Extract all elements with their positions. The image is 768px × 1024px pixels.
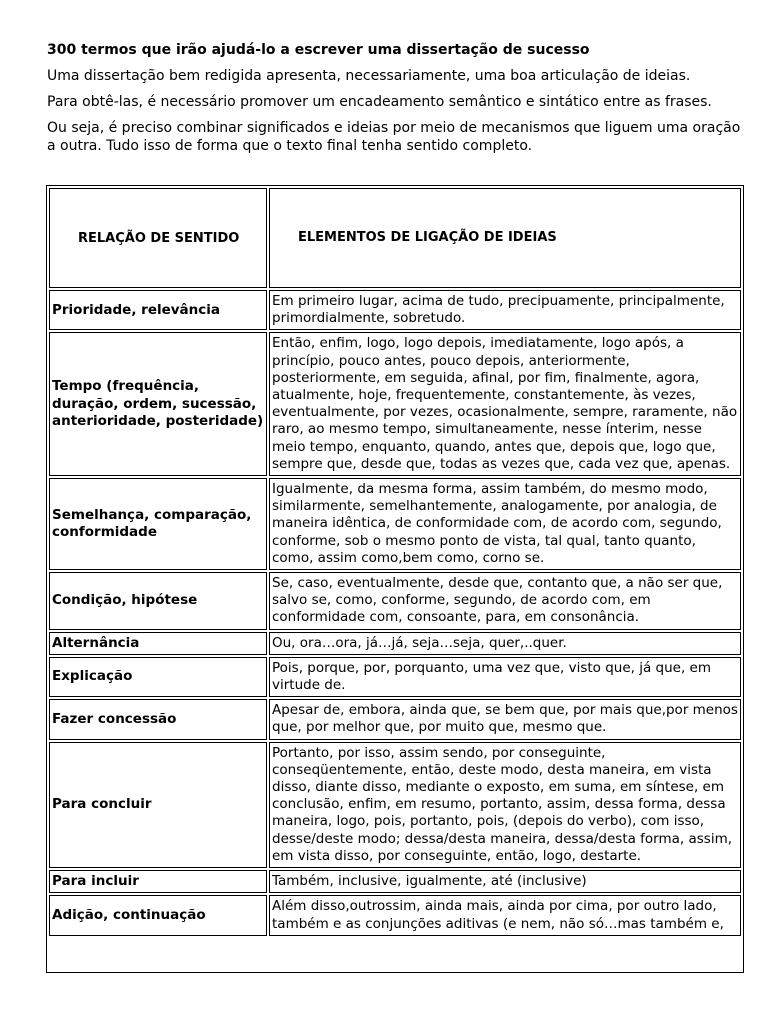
relation-cell: Semelhança, comparação, conformidade xyxy=(49,478,267,570)
table-row xyxy=(49,699,741,739)
relation-cell: Condição, hipótese xyxy=(49,572,267,630)
table-row xyxy=(49,657,741,697)
table-row xyxy=(49,478,741,570)
table-row xyxy=(49,332,741,476)
table-row xyxy=(49,895,741,935)
table-row xyxy=(49,290,741,330)
table-row xyxy=(49,742,741,868)
elements-cell: Pois, porque, por, porquanto, uma vez que, visto que, já que, em virtude de. xyxy=(269,657,741,697)
elements-cell: Também, inclusive, igualmente, até (inclusive) xyxy=(269,870,741,893)
elements-cell: Além disso,outrossim, ainda mais, ainda por cima, por outro lado, também e as conjunções aditivas (e nem, não só…mas também e, xyxy=(269,895,741,935)
relation-cell: Explicação xyxy=(49,657,267,697)
header-elements: ELEMENTOS DE LIGAÇÃO DE IDEIAS xyxy=(269,188,741,288)
table-row xyxy=(49,632,741,655)
elements-cell: Se, caso, eventualmente, desde que, contanto que, a não ser que, salvo se, como, conforme, segundo, de acordo com, em conformidade com, consoante, para, em consonância. xyxy=(269,572,741,630)
intro-paragraph-3: Ou seja, é preciso combinar significados e ideias por meio de mecanismos que liguem uma oração a outra. Tudo isso de forma que o texto final tenha sentido completo. xyxy=(47,120,741,154)
elements-cell: Portanto, por isso, assim sendo, por conseguinte, conseqüentemente, então, deste modo, desta maneira, em vista disso, diante disso, mediante o exposto, em suma, em síntese, em conclusão, enfim, em resumo, portanto, assim, dessa forma, dessa maneira, logo, pois, portanto, pois, (depois do verbo), com isso, desse/deste modo; dessa/desta maneira, dessa/desta forma, assim, em vista disso, por conseguinte, então, logo, destarte. xyxy=(269,742,741,868)
document-title: 300 termos que irão ajudá-lo a escrever uma dissertação de sucesso xyxy=(47,42,590,58)
elements-cell: Em primeiro lugar, acima de tudo, precipuamente, principalmente, primordialmente, sobretudo. xyxy=(269,290,741,330)
relation-cell: Fazer concessão xyxy=(49,699,267,739)
table-row xyxy=(49,870,741,893)
elements-cell: Apesar de, embora, ainda que, se bem que, por mais que,por menos que, por melhor que, por muito que, mesmo que. xyxy=(269,699,741,739)
relation-cell: Para incluir xyxy=(49,870,267,893)
relation-cell: Tempo (frequência, duração, ordem, sucessão, anterioridade, posteridade) xyxy=(49,332,267,476)
intro-paragraph-1: Uma dissertação bem redigida apresenta, necessariamente, uma boa articulação de ideias. xyxy=(47,68,691,84)
connectives-table xyxy=(47,186,743,938)
elements-cell: Igualmente, da mesma forma, assim também, do mesmo modo, similarmente, semelhantemente, analogamente, por analogia, de maneira idêntica, de conformidade com, de acordo com, segundo, conforme, sob o mesmo ponto de vista, tal qual, tanto quanto, como, assim como,bem como, corno se. xyxy=(269,478,741,570)
intro-paragraph-2: Para obtê-las, é necessário promover um encadeamento semântico e sintático entre as frases. xyxy=(47,94,712,110)
connectives-table-frame xyxy=(46,185,744,973)
table-row xyxy=(49,572,741,630)
relation-cell: Adição, continuação xyxy=(49,895,267,935)
header-relation: RELAÇÃO DE SENTIDO xyxy=(49,188,267,288)
document-body xyxy=(47,40,747,163)
elements-cell: Então, enfim, logo, logo depois, imediatamente, logo após, a princípio, pouco antes, pouco depois, anteriormente, posteriormente, em seguida, afinal, por fim, finalmente, agora, atualmente, hoje, frequentemente, constantemente, às vezes, eventualmente, por vezes, ocasionalmente, sempre, raramente, não raro, ao mesmo tempo, simultaneamente, nesse ínterim, nesse meio tempo, enquanto, quando, antes que, depois que, logo que, sempre que, desde que, todas as vezes que, cada vez que, apenas. xyxy=(269,332,741,476)
table-header-row xyxy=(49,188,741,288)
relation-cell: Prioridade, relevância xyxy=(49,290,267,330)
relation-cell: Alternância xyxy=(49,632,267,655)
elements-cell: Ou, ora…ora, já…já, seja…seja, quer,..quer. xyxy=(269,632,741,655)
relation-cell: Para concluir xyxy=(49,742,267,868)
